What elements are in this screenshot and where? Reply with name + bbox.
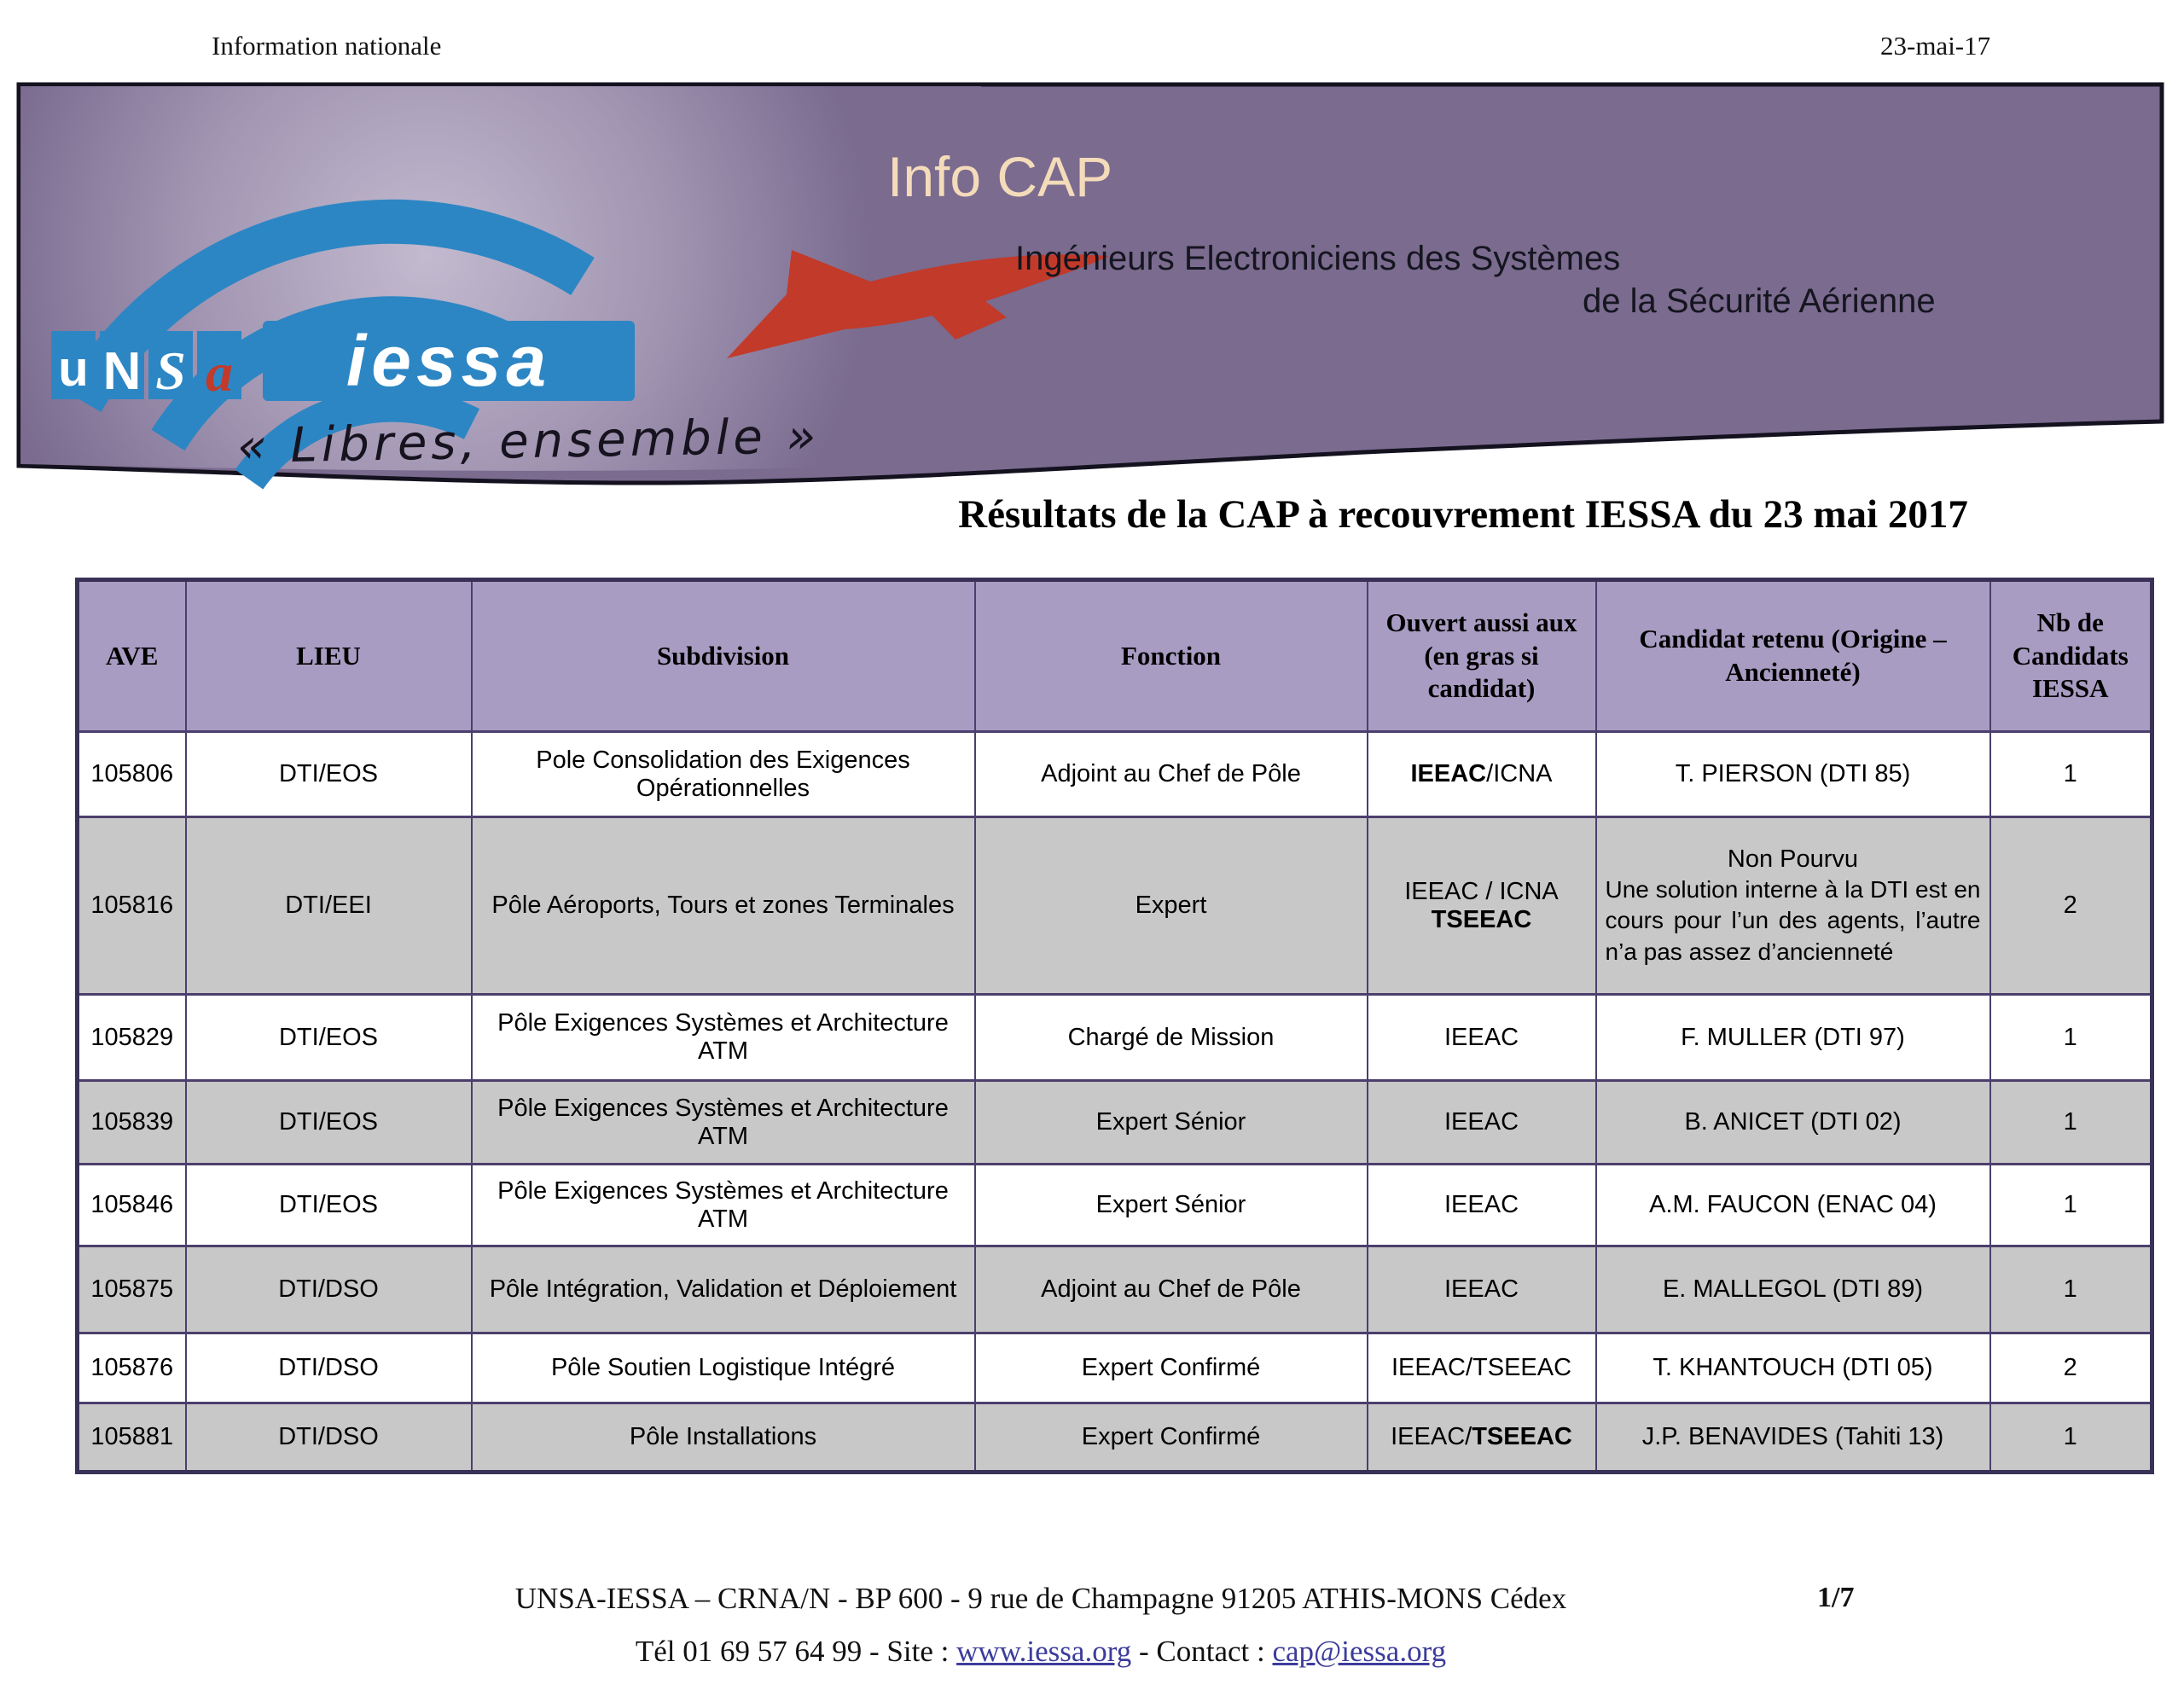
iessa-logo <box>263 321 635 401</box>
column-header-4: Ouvert aussi aux (en gras si candidat) <box>1368 580 1596 732</box>
cell-candidat <box>1596 1081 1990 1165</box>
corps: IEEAC <box>1443 1275 1519 1303</box>
cell-subdivision: Pole Consolidation des Exigences Opérationnelles <box>472 732 975 817</box>
footer-contact-label: - Contact : <box>1131 1635 1273 1668</box>
footer-address: UNSA-IESSA – CRNA/N - BP 600 - 9 rue de Champagne 91205 ATHIS-MONS Cédex <box>514 1582 1567 1615</box>
cell-lieu: DTI/DSO <box>186 1246 472 1333</box>
footer-page-number: 1/7 <box>1817 1582 1855 1613</box>
banner-subtitle-1: Ingénieurs Electroniciens des Systèmes <box>1015 240 1621 277</box>
footer-contacts <box>367 1635 1715 1669</box>
header-info-label: Information nationale <box>212 31 442 61</box>
results-table <box>75 578 2154 1474</box>
corps: IEEAC <box>1443 1108 1519 1136</box>
cell-ouvert <box>1368 1165 1596 1246</box>
cell-nb-candidats: 2 <box>1990 817 2152 995</box>
corps: IEEAC <box>1443 1023 1519 1051</box>
candidat-line: E. MALLEGOL (DTI 89) <box>1662 1275 1924 1304</box>
cell-subdivision: Pôle Exigences Systèmes et Architecture ATM <box>472 1081 975 1165</box>
cell-ave: 105839 <box>78 1081 186 1165</box>
cell-ave: 105876 <box>78 1333 186 1403</box>
cell-fonction: Expert Sénior <box>975 1081 1368 1165</box>
table-row <box>78 1165 2152 1246</box>
cell-fonction: Adjoint au Chef de Pôle <box>975 732 1368 817</box>
column-header-0: AVE <box>78 580 186 732</box>
table-row <box>78 1403 2152 1473</box>
svg-text:iessa: iessa <box>346 321 552 401</box>
cell-nb-candidats: 1 <box>1990 1165 2152 1246</box>
cell-candidat <box>1596 1403 1990 1473</box>
corps-bold: TSEEAC <box>1472 1423 1572 1450</box>
candidat-line: T. PIERSON (DTI 85) <box>1675 760 1911 788</box>
table-row <box>78 1246 2152 1333</box>
banner <box>0 0 2184 529</box>
cell-ouvert <box>1368 1333 1596 1403</box>
cell-ave: 105806 <box>78 732 186 817</box>
candidat-line: T. KHANTOUCH (DTI 05) <box>1653 1354 1933 1382</box>
cell-subdivision: Pôle Intégration, Validation et Déploiement <box>472 1246 975 1333</box>
cell-ouvert <box>1368 732 1596 817</box>
cell-nb-candidats: 2 <box>1990 1333 2152 1403</box>
cell-lieu: DTI/EOS <box>186 1081 472 1165</box>
table-row <box>78 995 2152 1081</box>
candidat-line: A.M. FAUCON (ENAC 04) <box>1649 1191 1937 1219</box>
corps: IEEAC <box>1443 1191 1519 1218</box>
column-header-6: Nb de Candidats IESSA <box>1990 580 2152 732</box>
column-header-3: Fonction <box>975 580 1368 732</box>
cell-lieu: DTI/EEI <box>186 817 472 995</box>
cell-ouvert <box>1368 817 1596 995</box>
unsa-letter-u: u <box>58 341 89 397</box>
cell-lieu: DTI/EOS <box>186 995 472 1081</box>
cell-fonction: Expert Confirmé <box>975 1333 1368 1403</box>
candidat-line: F. MULLER (DTI 97) <box>1681 1023 1905 1051</box>
cell-nb-candidats: 1 <box>1990 1081 2152 1165</box>
cell-subdivision: Pôle Exigences Systèmes et Architecture ATM <box>472 1165 975 1246</box>
table-row <box>78 1081 2152 1165</box>
unsa-letter-a: a <box>206 342 233 403</box>
corps-bold: IEEAC <box>1410 760 1487 787</box>
footer-tel: Tél 01 69 57 64 99 - Site : <box>635 1635 957 1668</box>
cell-nb-candidats: 1 <box>1990 995 2152 1081</box>
contact-link[interactable]: cap@iessa.org <box>1272 1635 1447 1668</box>
cell-lieu: DTI/EOS <box>186 732 472 817</box>
table-row <box>78 817 2152 995</box>
cell-subdivision: Pôle Aéroports, Tours et zones Terminales <box>472 817 975 995</box>
candidat-line: B. ANICET (DTI 02) <box>1684 1108 1902 1136</box>
cell-ouvert <box>1368 1246 1596 1333</box>
results-table-body <box>78 732 2152 1473</box>
cell-candidat <box>1596 995 1990 1081</box>
banner-subtitle-2: de la Sécurité Aérienne <box>1583 282 1936 320</box>
cell-candidat <box>1596 1333 1990 1403</box>
cell-nb-candidats: 1 <box>1990 732 2152 817</box>
cell-candidat <box>1596 732 1990 817</box>
cell-ouvert <box>1368 1081 1596 1165</box>
cell-ouvert <box>1368 995 1596 1081</box>
cell-subdivision: Pôle Soutien Logistique Intégré <box>472 1333 975 1403</box>
results-table-header <box>78 580 2152 732</box>
corps: IEEAC / ICNA <box>1404 877 1559 905</box>
candidat-line: J.P. BENAVIDES (Tahiti 13) <box>1641 1423 1944 1451</box>
table-row <box>78 732 2152 817</box>
cell-nb-candidats: 1 <box>1990 1246 2152 1333</box>
logo-slogan: « Libres, ensemble » <box>236 409 821 474</box>
unsa-letter-s: S <box>155 340 186 401</box>
cell-fonction: Adjoint au Chef de Pôle <box>975 1246 1368 1333</box>
cell-ave: 105816 <box>78 817 186 995</box>
document-title: Résultats de la CAP à recouvrement IESSA du 23 mai 2017 <box>958 492 1968 537</box>
site-link[interactable]: www.iessa.org <box>956 1635 1132 1668</box>
cell-fonction: Expert <box>975 817 1368 995</box>
cell-ave: 105829 <box>78 995 186 1081</box>
cell-ave: 105881 <box>78 1403 186 1473</box>
cell-subdivision: Pôle Installations <box>472 1403 975 1473</box>
cell-lieu: DTI/DSO <box>186 1403 472 1473</box>
cell-fonction: Chargé de Mission <box>975 995 1368 1081</box>
cell-subdivision: Pôle Exigences Systèmes et Architecture ATM <box>472 995 975 1081</box>
cell-fonction: Expert Sénior <box>975 1165 1368 1246</box>
cell-fonction: Expert Confirmé <box>975 1403 1368 1473</box>
corps: IEEAC/TSEEAC <box>1391 1354 1572 1381</box>
cell-candidat <box>1596 817 1990 995</box>
cell-ave: 105875 <box>78 1246 186 1333</box>
cell-candidat <box>1596 1246 1990 1333</box>
corps: IEEAC/ <box>1391 1423 1472 1450</box>
cell-ouvert <box>1368 1403 1596 1473</box>
unsa-letter-n: N <box>102 342 142 401</box>
candidat-line: Une solution interne à la DTI est en cours pour l’un des agents, l’autre n’a pas assez d’ancienneté <box>1605 876 1981 965</box>
table-row <box>78 1333 2152 1403</box>
column-header-2: Subdivision <box>472 580 975 732</box>
banner-title: Info CAP <box>887 145 1113 208</box>
cell-lieu: DTI/DSO <box>186 1333 472 1403</box>
cell-lieu: DTI/EOS <box>186 1165 472 1246</box>
cell-ave: 105846 <box>78 1165 186 1246</box>
corps: /ICNA <box>1486 760 1553 787</box>
header-date: 23-mai-17 <box>1880 31 1991 61</box>
column-header-1: LIEU <box>186 580 472 732</box>
cell-candidat <box>1596 1165 1990 1246</box>
column-header-5: Candidat retenu (Origine – Ancienneté) <box>1596 580 1990 732</box>
candidat-line: Non Pourvu <box>1727 845 1859 873</box>
cell-nb-candidats: 1 <box>1990 1403 2152 1473</box>
corps-bold: TSEEAC <box>1431 905 1532 933</box>
